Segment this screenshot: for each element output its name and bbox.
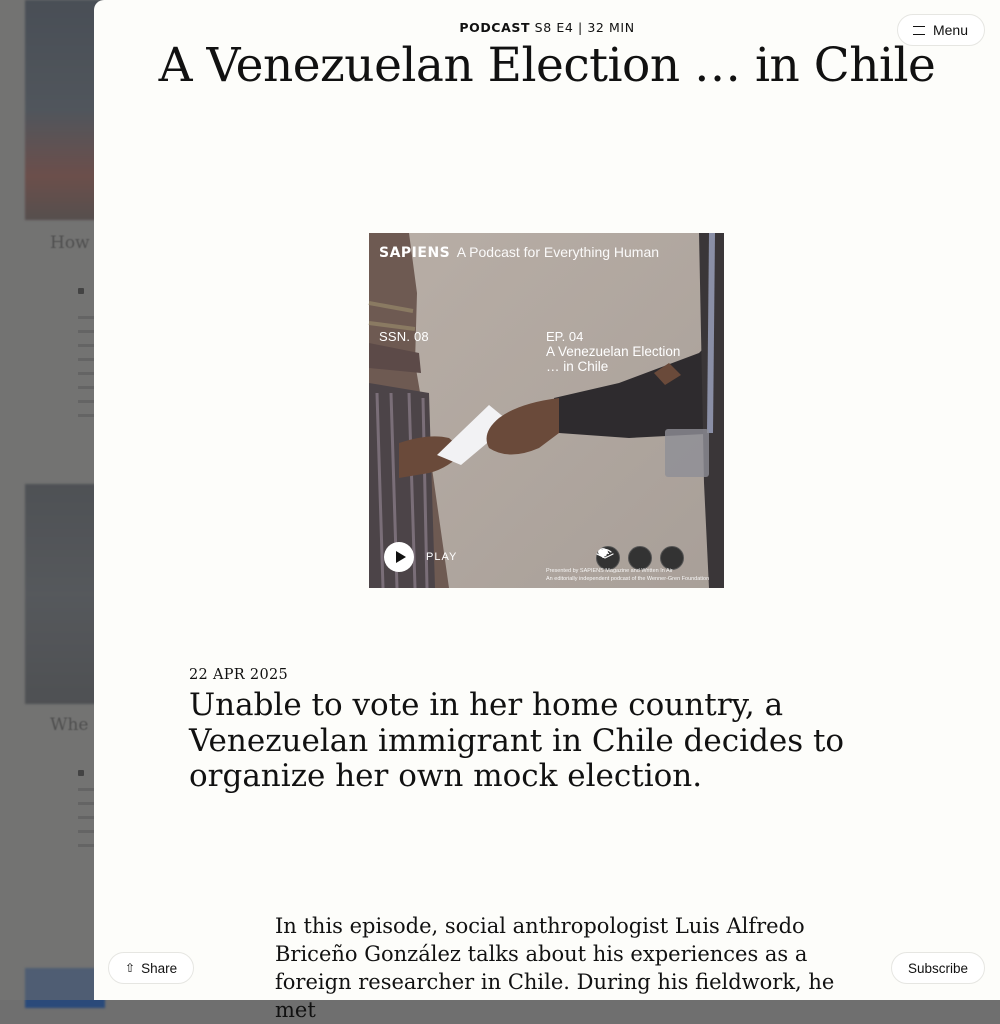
- episode-meta: [94, 20, 1000, 35]
- brand-logo: SAPIENS: [379, 245, 451, 261]
- podcast-cover-art: [369, 233, 724, 588]
- share-icon: ⇧: [125, 961, 136, 975]
- publish-date: 22 APR 2025: [189, 667, 289, 683]
- cover-credit: [546, 568, 709, 583]
- episode-title: A Venezuelan Election … in Chile: [158, 38, 936, 93]
- credit-line-1: Presented by SAPIENS Magazine and Written In Air: [546, 568, 673, 574]
- episode-info: S8 E4 | 32 MIN: [534, 20, 635, 35]
- cover-photo: [369, 233, 724, 588]
- subscribe-button[interactable]: [891, 952, 985, 984]
- menu-label: Menu: [932, 22, 968, 38]
- play-button[interactable]: [384, 542, 414, 572]
- season-number: SSN. 08: [379, 329, 429, 344]
- episode-number: EP. 04: [546, 329, 584, 344]
- episode-description: In this episode, social anthropologist Luis Alfredo Briceño González talks about his experiences as a foreign researcher in Chile. During his fieldwork, he met: [275, 914, 835, 1022]
- iheartradio-icon[interactable]: [660, 546, 684, 570]
- cover-episode-title: A Venezuelan Election … in Chile: [546, 344, 681, 374]
- podcast-label: PODCAST: [459, 20, 531, 35]
- apple-podcasts-icon[interactable]: [628, 546, 652, 570]
- platform-links: [596, 546, 714, 570]
- podcast-brand: [379, 244, 659, 261]
- episode-panel: [94, 0, 1000, 1022]
- play-icon: [396, 551, 406, 563]
- episode-dek: Unable to vote in her home country, a Venezuelan immigrant in Chile decides to organize her own mock election.: [189, 687, 845, 794]
- subscribe-label: Subscribe: [907, 960, 968, 976]
- audible-icon[interactable]: [692, 546, 714, 568]
- brand-tagline: A Podcast for Everything Human: [456, 244, 660, 260]
- play-label[interactable]: PLAY: [426, 551, 458, 563]
- menu-icon: [913, 26, 925, 35]
- share-button[interactable]: [108, 952, 194, 984]
- share-label: Share: [141, 960, 178, 976]
- credit-line-2: An editorially independent podcast of the Wenner-Gren Foundation: [546, 575, 710, 582]
